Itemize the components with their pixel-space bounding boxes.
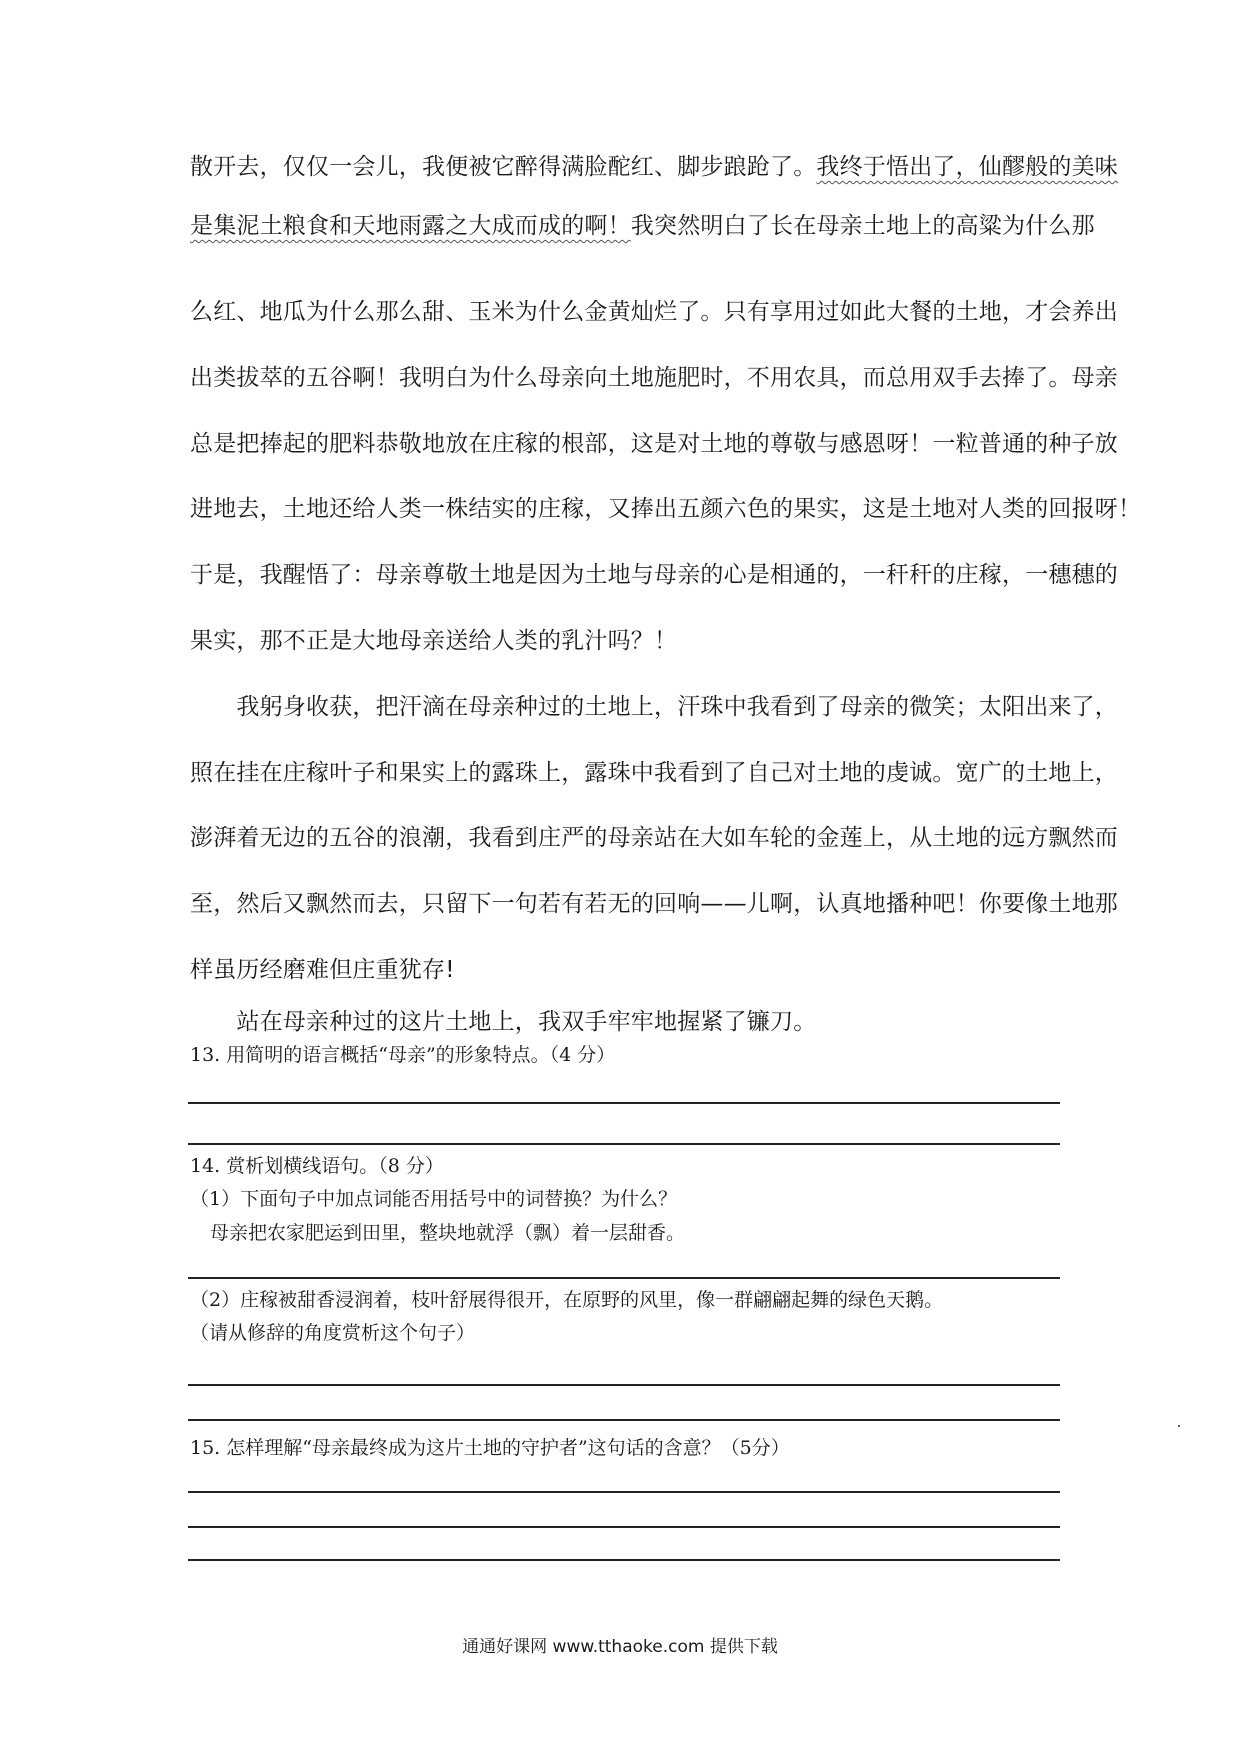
answer-line-15c[interactable]: [188, 1559, 1060, 1561]
passage-text: 进地去，土地还给人类一株结实的庄稼，又捧出五颜六色的果实，这是土地对人类的回报呀！: [190, 496, 1142, 522]
passage-line-13: [190, 955, 1060, 985]
passage-line-12: [190, 889, 1118, 919]
wavy-underlined-sentence: 是集泥土粮食和天地雨露之大成而成的啊！: [190, 213, 631, 239]
answer-line-15a[interactable]: [188, 1491, 1060, 1493]
answer-line-14-2b[interactable]: [188, 1419, 1060, 1421]
question-14-part1: （1）下面句子中加点词能否用括号中的词替换？为什么？: [190, 1188, 678, 1210]
passage-line-14: [190, 1007, 1060, 1037]
answer-line-14-2a[interactable]: [188, 1384, 1060, 1386]
passage-text: 么红、地瓜为什么那么甜、玉米为什么金黄灿烂了。只有享用过如此大餐的土地，才会养出: [190, 299, 1118, 325]
passage-text: 澎湃着无边的五谷的浪潮，我看到庄严的母亲站在大如车轮的金莲上，从土地的远方飘然而: [190, 825, 1118, 851]
scan-speck: [1178, 1425, 1180, 1427]
passage-text: 果实，那不正是大地母亲送给人类的乳汁吗？！: [190, 628, 678, 654]
passage-text: 样虽历经磨难但庄重犹存!: [190, 957, 455, 983]
passage-text: 站在母亲种过的这片土地上，我双手牢牢地握紧了镰刀。: [190, 1009, 817, 1035]
passage-text: 我躬身收获，把汗滴在母亲种过的土地上，汗珠中我看到了母亲的微笑；太阳出来了，: [190, 694, 1118, 720]
passage-text: 总是把捧起的肥料恭敬地放在庄稼的根部，这是对土地的尊敬与感恩呀！一粒普通的种子放: [190, 431, 1118, 457]
passage-line-7: [190, 560, 1118, 590]
question-14-title: 14. 赏析划横线语句。（8 分）: [190, 1155, 444, 1177]
answer-line-13a[interactable]: [188, 1102, 1060, 1104]
question-14-part1-sentence: 母亲把农家肥运到田里，整块地就浮（飘）着一层甜香。: [210, 1222, 686, 1244]
passage-line-1: [190, 152, 1119, 182]
passage-line-11: [190, 823, 1118, 853]
answer-line-14-1[interactable]: [188, 1277, 1060, 1279]
passage-line-8: [190, 626, 1060, 656]
question-14-part2: （2）庄稼被甜香浸润着，枝叶舒展得很开，在原野的风里，像一群翩翩起舞的绿色天鹅。: [190, 1289, 944, 1311]
passage-text: 出类拔萃的五谷啊！我明白为什么母亲向土地施肥时，不用农具，而总用双手去捧了。母亲: [190, 365, 1118, 391]
question-14-part2-note: （请从修辞的角度赏析这个句子）: [190, 1322, 476, 1344]
passage-text: 照在挂在庄稼叶子和果实上的露珠上，露珠中我看到了自己对土地的虔诚。宽广的土地上，: [190, 760, 1118, 786]
passage-line-5: [190, 429, 1118, 459]
passage-line-2: [190, 211, 1095, 241]
answer-line-15b[interactable]: [188, 1526, 1060, 1528]
passage-line-6: [190, 494, 1142, 524]
passage-line-9: [190, 692, 1118, 722]
passage-line-4: [190, 363, 1118, 393]
question-15: 15. 怎样理解“母亲最终成为这片土地的守护者”这句话的含意？（5分）: [190, 1437, 790, 1459]
passage-line-3: [190, 297, 1118, 327]
passage-text: 我突然明白了长在母亲土地上的高粱为什么那: [630, 213, 1095, 239]
passage-text: 至，然后又飘然而去，只留下一句若有若无的回响——儿啊，认真地播种吧！你要像土地那: [190, 891, 1118, 917]
question-13: 13. 用简明的语言概括“母亲”的形象特点。（4 分）: [190, 1044, 616, 1066]
answer-line-13b[interactable]: [188, 1143, 1060, 1145]
passage-line-10: [190, 758, 1118, 788]
footer-download-credit: 通通好课网 www.tthaoke.com 提供下载: [462, 1637, 778, 1657]
wavy-underlined-sentence: 我终于悟出了，仙醪般的美味: [816, 154, 1119, 180]
passage-text: 于是，我醒悟了：母亲尊敬土地是因为土地与母亲的心是相通的，一秆秆的庄稼，一穗穗的: [190, 562, 1118, 588]
passage-text: 散开去，仅仅一会儿，我便被它醉得满脸酡红、脚步踉跄了。: [190, 154, 817, 180]
